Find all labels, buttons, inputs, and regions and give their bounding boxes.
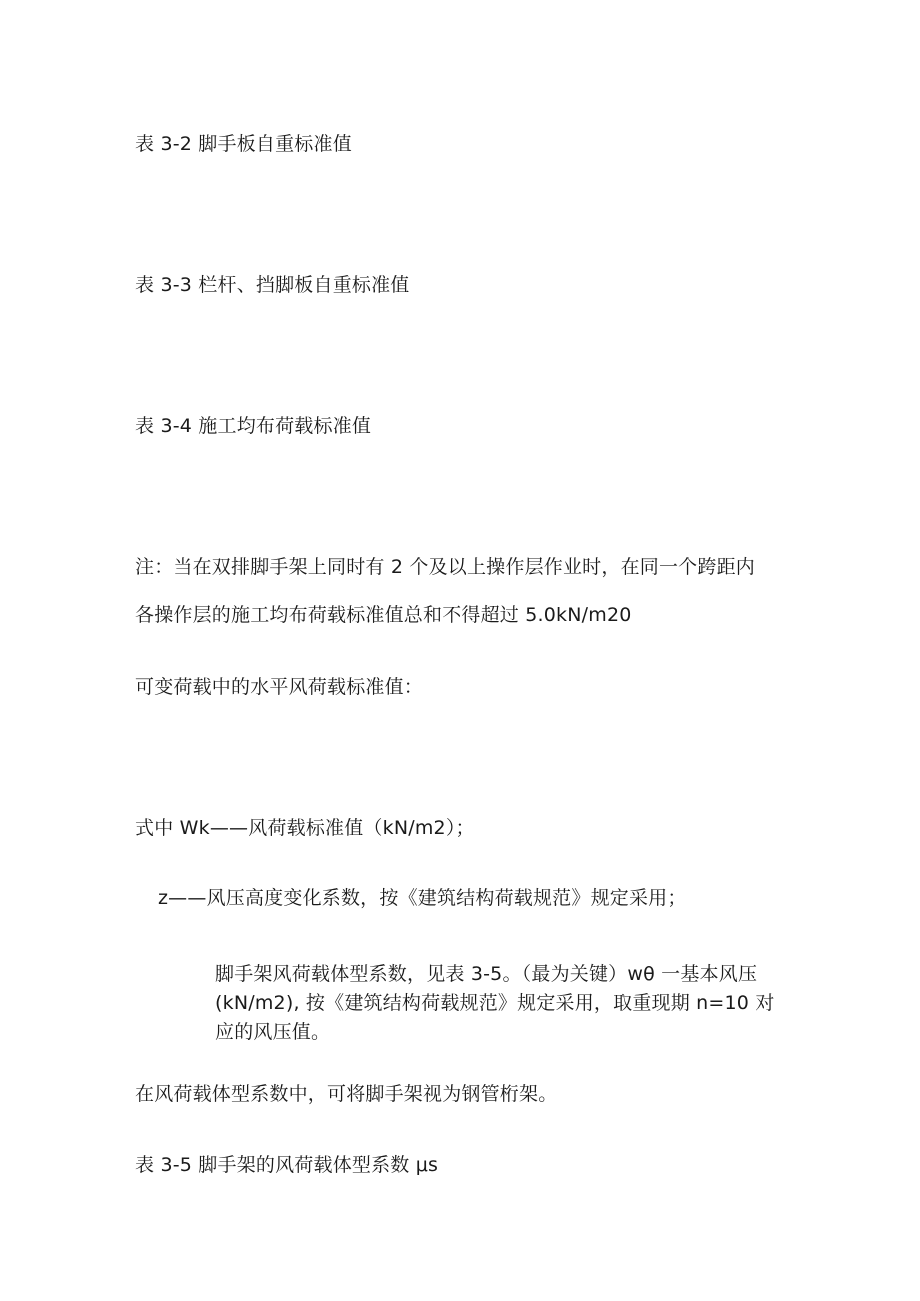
formula-z-definition: z——风压高度变化系数，按《建筑结构荷载规范》规定采用； [158,887,687,909]
note-line-1: 注：当在双排脚手架上同时有 2 个及以上操作层作业时，在同一个跨距内 [135,556,755,578]
mu-definition-line-3: 应的风压值。 [215,1021,331,1043]
table-caption-3-2: 表 3-2 脚手板自重标准值 [135,133,352,155]
table-caption-3-5: 表 3-5 脚手架的风荷载体型系数 μs [135,1154,439,1176]
formula-wk-definition: 式中 Wk——风荷载标准值（kN∕m2）； [135,817,475,839]
mu-definition-line-2: (kN∕m2), 按《建筑结构荷载规范》规定采用，取重现期 n=10 对 [215,992,775,1014]
wind-load-intro: 可变荷载中的水平风荷载标准值： [135,676,424,698]
truss-note: 在风荷载体型系数中，可将脚手架视为钢管桁架。 [135,1083,558,1105]
table-caption-3-3: 表 3-3 栏杆、挡脚板自重标准值 [135,274,410,296]
mu-definition-line-1: 脚手架风荷载体型系数，见表 3-5。（最为关键）wθ 一基本风压 [215,963,758,985]
table-caption-3-4: 表 3-4 施工均布荷载标准值 [135,415,372,437]
note-line-2: 各操作层的施工均布荷载标准值总和不得超过 5.0kN∕m20 [135,604,632,626]
